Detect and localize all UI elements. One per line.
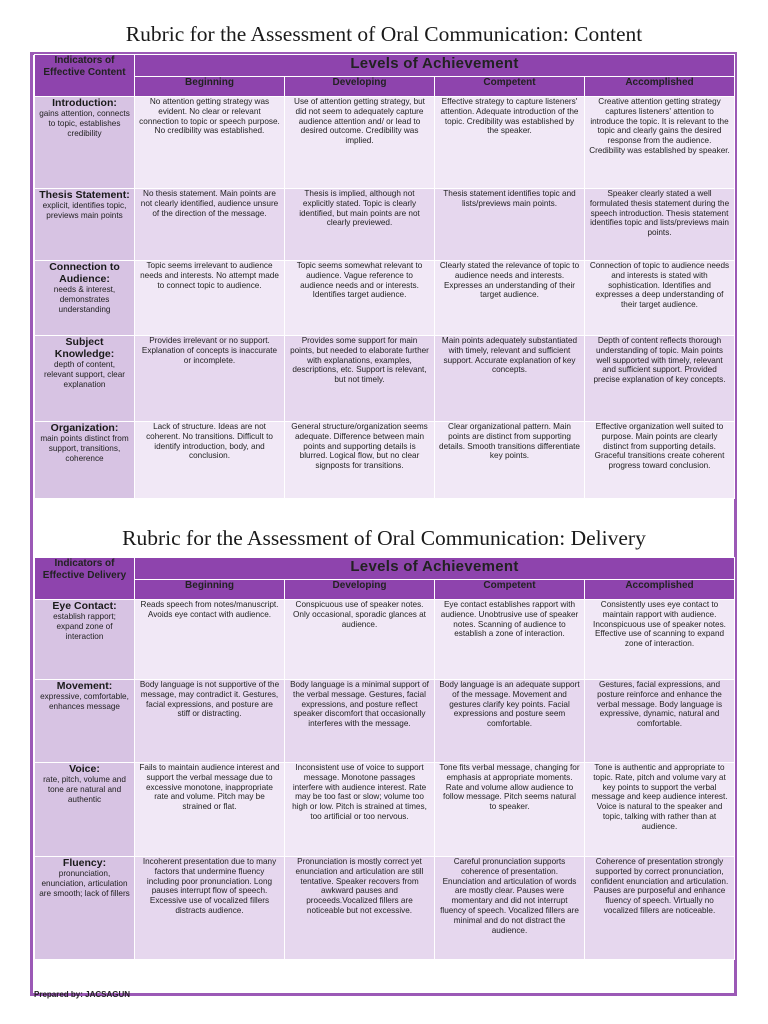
rubric-cell: Careful pronunciation supports coherence of presentation. Enunciation and articulation of words are mostly clear. Pauses were momentary and did not interrupt fluency of speech. Vocalized fillers are minimal and do not distract the audience. — [435, 857, 585, 960]
rubric-cell: Inconsistent use of voice to support message. Monotone passages interfere with audience interest. Rate may be too fast or slow; volume too high or low. Pitch is strained at times, too artificial or too nervous. — [285, 763, 435, 857]
indicator-name: Thesis Statement: — [39, 189, 130, 201]
rubric-cell: Eye contact establishes rapport with audience. Unobtrusive use of speaker notes. Scanning of audience to establish a zone of interaction. — [435, 600, 585, 680]
rubric-cell: Clear organizational pattern. Main points are distinct from supporting details. Smooth transitions differentiate key points. — [435, 422, 585, 499]
rubric-cell: Coherence of presentation strongly supported by correct pronunciation, confident enunciation and articulation. Pauses are purposeful and enhance fluency of speech. Virtually no vocalized fillers are noticeable. — [585, 857, 735, 960]
rubric-cell: Conspicuous use of speaker notes. Only occasional, sporadic glances at audience. — [285, 600, 435, 680]
rubric-cell: Creative attention getting strategy captures listeners' attention to introduce the topic. It is relevant to the topic and clearly gains the desired response from the audience. Credibility was established by speaker. — [585, 97, 735, 189]
table-row — [35, 857, 735, 960]
rubric-cell: Speaker clearly stated a well formulated thesis statement during the speech introduction. Thesis statement identifies topic and lists/previews main points. — [585, 189, 735, 261]
indicator-voice — [35, 763, 135, 857]
indicator-description: establish rapport; expand zone of interaction — [53, 612, 116, 641]
rubric-cell: Use of attention getting strategy, but did not seem to adequately capture audience attention and/ or lead to desired outcome. Credibility was implied. — [285, 97, 435, 189]
rubric-cell: Clearly stated the relevance of topic to audience needs and interests. Expresses an understanding of their target audience. — [435, 261, 585, 336]
rubric-cell: Provides some support for main points, but needed to elaborate further with explanations, examples, descriptions, etc. Support is relevant, but not timely. — [285, 336, 435, 422]
indicator-thesis-statement — [35, 189, 135, 261]
table-row — [35, 763, 735, 857]
indicator-eye-contact — [35, 600, 135, 680]
delivery-title: Rubric for the Assessment of Oral Communication: Delivery — [122, 526, 646, 550]
level-header-accomplished: Accomplished — [585, 77, 735, 97]
indicators-header: Indicators of Effective Content — [35, 55, 135, 97]
rubric-cell: Connection of topic to audience needs and interests is stated with sophistication. Identifies and expresses a deep understanding of their target audience. — [585, 261, 735, 336]
indicator-name: Introduction: — [52, 97, 117, 109]
table-row — [35, 261, 735, 336]
rubric-cell: Thesis statement identifies topic and lists/previews main points. — [435, 189, 585, 261]
rubric-cell: Effective organization well suited to purpose. Main points are clearly distinct from supporting details. Graceful transitions create coherent progress toward conclusion. — [585, 422, 735, 499]
indicator-introduction — [35, 97, 135, 189]
levels-of-achievement-header: Levels of Achievement — [135, 55, 735, 77]
levels-of-achievement-header: Levels of Achievement — [135, 558, 735, 580]
rubric-cell: Effective strategy to capture listeners' attention. Adequate introduction of the topic. Credibility was established by the speaker. — [435, 97, 585, 189]
prepared-by-credit: Prepared by: JACSAGUN — [34, 990, 131, 999]
indicator-name: Movement: — [56, 680, 113, 692]
table-row — [35, 422, 735, 499]
rubric-cell: Depth of content reflects thorough understanding of topic. Main points well supported with timely, relevant and sufficient support. Provided precise explanation of key concepts. — [585, 336, 735, 422]
level-header-developing: Developing — [285, 77, 435, 97]
rubric-cell: Pronunciation is mostly correct yet enunciation and articulation are still tentative. Speaker recovers from awkward pauses and proceeds.Vocalized fillers are noticeable but not excessive. — [285, 857, 435, 960]
rubric-cell: Provides irrelevant or no support. Explanation of concepts is inaccurate or incomplete. — [135, 336, 285, 422]
rubric-cell: Body language is an adequate support of the message. Movement and gestures clarify key points. Facial expressions and posture seem comfortable. — [435, 680, 585, 763]
content-rubric-table — [34, 54, 735, 499]
rubric-cell: Body language is a minimal support of the verbal message. Gestures, facial expressions, and posture reflect speaker discomfort that occasionally interferes with the message. — [285, 680, 435, 763]
indicator-description: pronunciation, enunciation, articulation are smooth; lack of fillers — [39, 869, 130, 898]
table-row — [35, 189, 735, 261]
rubric-cell: Lack of structure. Ideas are not coherent. No transitions. Difficult to identify introduction, body, and conclusion. — [135, 422, 285, 499]
rubric-cell: Tone fits verbal message, changing for emphasis at appropriate moments. Rate and volume allow audience to follow message. Pitch seems natural to speaker. — [435, 763, 585, 857]
indicator-description: rate, pitch, volume and tone are natural and authentic — [43, 775, 126, 804]
level-header-beginning: Beginning — [135, 580, 285, 600]
indicator-description: main points distinct from support, transitions, coherence — [40, 434, 129, 463]
rubric-cell: Fails to maintain audience interest and support the verbal message due to excessive monotone, inappropriate rate and volume. Pitch may be strained or flat. — [135, 763, 285, 857]
rubric-cell: Reads speech from notes/manuscript. Avoids eye contact with audience. — [135, 600, 285, 680]
indicator-name: Organization: — [50, 422, 119, 434]
level-header-accomplished: Accomplished — [585, 580, 735, 600]
level-header-competent: Competent — [435, 580, 585, 600]
indicator-description: needs & interest, demonstrates understanding — [53, 285, 116, 314]
rubric-cell: Tone is authentic and appropriate to topic. Rate, pitch and volume vary at key points to support the verbal message and keep audience interest. Voice is natural to the speaker and topic, talking with rather than at audience. — [585, 763, 735, 857]
table-row — [35, 97, 735, 189]
indicator-connection-to-audience — [35, 261, 135, 336]
indicators-header: Indicators of Effective Delivery — [35, 558, 135, 600]
rubric-cell: Topic seems somewhat relevant to audience. Vague reference to audience needs and or interests. Identifies target audience. — [285, 261, 435, 336]
indicator-movement — [35, 680, 135, 763]
level-header-beginning: Beginning — [135, 77, 285, 97]
rubric-cell: Body language is not supportive of the message, may contradict it. Gestures, facial expressions, and posture are stiff or distracting. — [135, 680, 285, 763]
rubric-cell: Main points adequately substantiated with timely, relevant and sufficient support. Accurate explanation of key concepts. — [435, 336, 585, 422]
rubric-cell: Thesis is implied, although not explicitly stated. Topic is clearly identified, but main points are not clearly previewed. — [285, 189, 435, 261]
indicator-organization — [35, 422, 135, 499]
indicator-description: gains attention, connects to topic, establishes credibility — [39, 109, 130, 138]
table-row — [35, 336, 735, 422]
indicator-subject-knowledge — [35, 336, 135, 422]
rubric-cell: No attention getting strategy was evident. No clear or relevant connection to topic or speech purpose. No credibility was established. — [135, 97, 285, 189]
rubric-cell: No thesis statement. Main points are not clearly identified, audience unsure of the direction of the message. — [135, 189, 285, 261]
rubric-cell: Consistently uses eye contact to maintain rapport with audience. Inconspicuous use of speaker notes. Effective use of scanning to expand zone of interaction. — [585, 600, 735, 680]
indicator-description: expressive, comfortable, enhances message — [40, 692, 129, 711]
content-title: Rubric for the Assessment of Oral Communication: Content — [125, 22, 643, 46]
rubric-cell: General structure/organization seems adequate. Difference between main points and supporting details is blurred. Logical flow, but no clear signposts for transitions. — [285, 422, 435, 499]
table-row — [35, 600, 735, 680]
table-row — [35, 680, 735, 763]
indicator-fluency — [35, 857, 135, 960]
indicator-name: Fluency: — [62, 857, 107, 869]
indicator-name: Voice: — [69, 763, 100, 775]
rubric-cell: Incoherent presentation due to many factors that undermine fluency including poor pronunciation. Long pauses interrupt flow of speech. Excessive use of vocalized fillers distracts audience. — [135, 857, 285, 960]
level-header-competent: Competent — [435, 77, 585, 97]
indicator-description: explicit, identifies topic, previews main points — [42, 201, 127, 220]
delivery-rubric-table — [34, 557, 735, 960]
indicator-name: Eye Contact: — [52, 600, 117, 612]
rubric-cell: Gestures, facial expressions, and posture reinforce and enhance the verbal message. Body language is expressive, dynamic, natural and comfortable. — [585, 680, 735, 763]
rubric-cell: Topic seems irrelevant to audience needs and interests. No attempt made to connect topic to audience. — [135, 261, 285, 336]
indicator-name: Connection to Audience: — [49, 261, 120, 285]
level-header-developing: Developing — [285, 580, 435, 600]
indicator-name: Subject Knowledge: — [54, 336, 115, 360]
indicator-description: depth of content, relevant support, clear explanation — [43, 360, 125, 389]
